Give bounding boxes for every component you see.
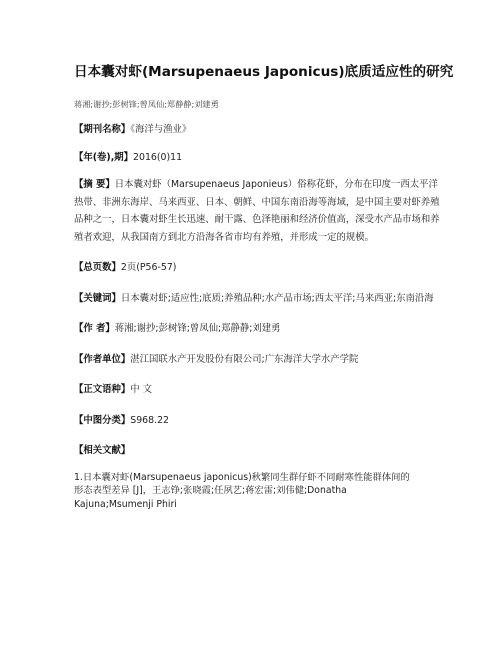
pages-value: 2页(P56-57) [120, 262, 177, 273]
language-label: 【正文语种】 [74, 384, 131, 395]
abstract-label: 【摘 要】 [74, 179, 115, 190]
journal-value: 《海洋与渔业》 [130, 124, 192, 135]
classification-label: 【中图分类】 [74, 414, 131, 426]
year-issue-field [74, 149, 440, 167]
authors-value: 蒋湘;谢抄;彭树锋;曾凤仙;郑静静;刘建勇 [114, 323, 281, 334]
affiliation-label: 【作者单位】 [74, 353, 131, 365]
affiliation-value: 湛江国联水产开发股份有限公司;广东海洋大学水产学院 [130, 353, 359, 365]
keywords-value: 日本囊对虾;适应性;底质;养殖品种;水产品市场;西太平洋;马来西亚;东南沿海 [120, 292, 434, 304]
language-value: 中 文 [130, 384, 152, 395]
journal-field [74, 121, 440, 139]
pages-field [74, 259, 440, 277]
classification-field [74, 412, 440, 430]
classification-value: S968.22 [130, 414, 170, 426]
affiliation-field [74, 351, 440, 369]
authors-field [74, 320, 440, 338]
reference-line: 1.日本囊对虾(Marsupenaeus japonicus)秋繁同生群仔虾不同耐寒性能群体间的 [74, 471, 410, 483]
keywords-label: 【关键词】 [74, 292, 121, 304]
language-field [74, 381, 440, 399]
year-issue-value: 2016(0)11 [133, 151, 183, 163]
abstract-text: 日本囊对虾（Marsupenaeus Japonieus）俗称花虾，分布在印度一西太平洋热带、非洲东海岸、马来西亚、日本、朝鲜、中国东南沿海等海域，是中国主要对虾养殖品种之一，日本囊对虾生长迅速、耐干露、色泽艳丽和经济价值高，深受水产品市场和养殖者欢迎，从我国南方到北方沿海各省市均有养殖，并形成一定的规模。 [74, 179, 440, 243]
year-issue-label: 【年(卷),期】 [74, 151, 134, 163]
keywords-field [74, 290, 440, 308]
reference-item [74, 471, 440, 512]
journal-label: 【期刊名称】 [74, 124, 131, 135]
related-literature-label: 【相关文献】 [74, 445, 131, 456]
reference-line: Kajuna;Msumenji Phiri [74, 498, 177, 510]
pages-label: 【总页数】 [74, 262, 121, 273]
related-literature-field [74, 442, 440, 460]
article-title: 日本囊对虾(Marsupenaeus Japonicus)底质适应性的研究 [74, 64, 454, 80]
reference-line: 形态表型差异 [J]，王志铮;张晓霞;任夙艺;蒋宏雷;刘伟健;Donatha [74, 485, 347, 497]
author-list: 蒋湘;谢抄;彭树锋;曾凤仙;郑静静;刘建勇 [74, 99, 219, 109]
authors-label: 【作 者】 [74, 323, 115, 334]
abstract-field [74, 176, 440, 246]
